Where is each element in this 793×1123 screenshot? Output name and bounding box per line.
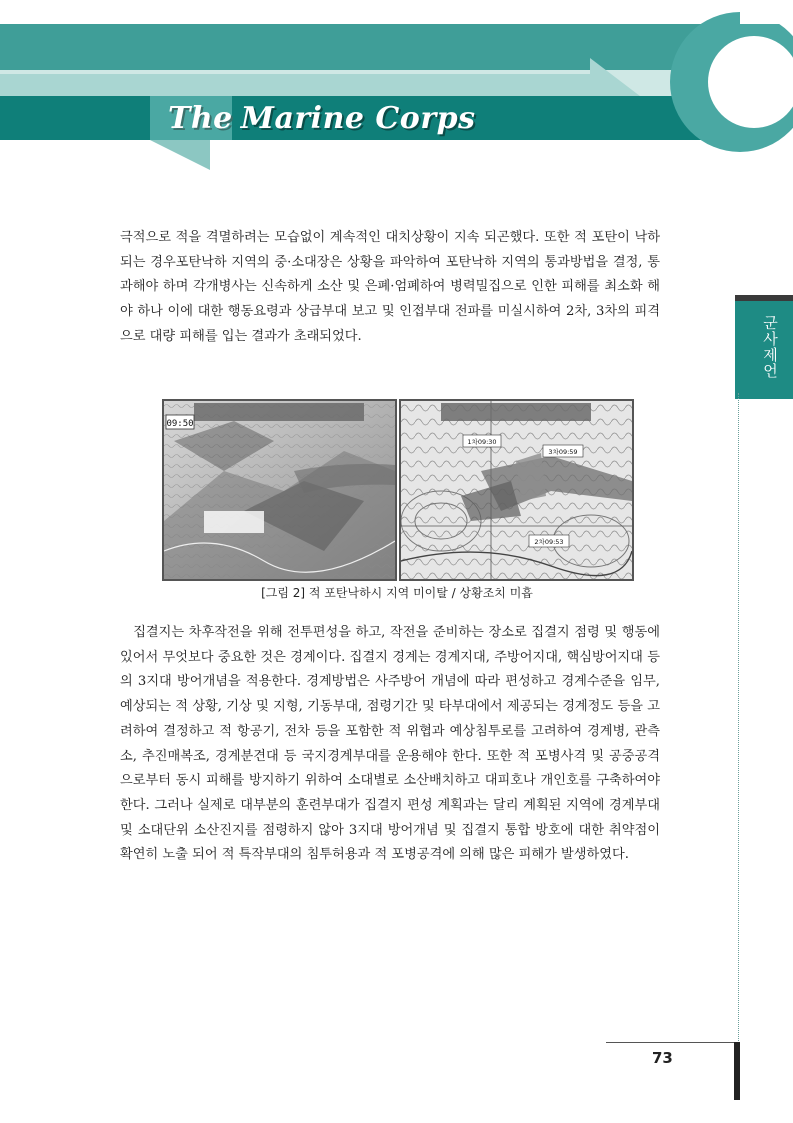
page-number-rule [606,1042,734,1043]
header-title-the: The [168,101,233,136]
left-panel-timestamp: 09:50 [166,419,194,429]
side-section-tab [735,295,793,399]
figure-right-map [399,399,634,581]
body-paragraph-1: 극적으로 적을 격멸하려는 모습없이 계속적인 대치상황이 지속 되곤했다. 또한 적 포탄이 낙하되는 경우포탄낙하 지역의 중·소대장은 상황을 파악하여 포탄낙하 지역의 통과방법을 결정, 통과해야 하며 각개병사는 신속하게 소산 및 은폐·엄폐하여 병력밀집으로 인한 피해를 최소화 해야 하나 이에 대한 행동요령과 상급부대 보고 및 인접부대 전파를 미실시하여 2차, 3차의 피격으로 대량 피해를 입는 결과가 초래되었다. [120,230,660,344]
side-section-label: 군사제언 [761,315,779,379]
side-dotted-line [738,393,739,1043]
header-banner [0,0,793,175]
body-paragraph-2: 집결지는 차후작전을 위해 전투편성을 하고, 작전을 준비하는 장소로 집결지 점령 및 행동에 있어서 무엇보다 중요한 것은 경계이다. 집결지 경계는 경계지대, 주방어지대, 핵심방어지대 등의 3지대 방어개념을 적용한다. 경계방법은 사주방어 개념에 따라 편성하고 경계수준을 임무, 예상되는 적 상황, 기상 및 지형, 기동부대, 점령기간 및 타부대에서 제공되는 경계정도 등을 고려하여 결정하고 적 항공기, 전차 등을 포함한 적 위협과 예상침투로를 고려하여 경계병, 관측소, 추진매복조, 경계분견대 등 국지경계부대를 운용해야 한다. 또한 적 포병사격 및 공중공격으로부터 동시 피해를 방지하기 위하여 소대별로 소산배치하고 대피호나 개인호를 구축하여야 한다. 그러나 실제로 대부분의 훈련부대가 집결지 편성 계획과는 달리 계획된 지역에 경계부대 및 소대단위 소산진지를 점령하지 않아 3지대 방어개념 및 집결지 통합 방호에 대한 취약점이 확연히 노출 되어 적 특작부대의 침투허용과 적 포병공격에 의해 많은 피해가 발생하였다. [120,625,660,863]
right-panel-label-3: 2차09:53 [534,538,564,546]
header-title [168,101,475,136]
header-title-main: Marine Corps [240,101,476,136]
right-panel-label-1: 1차09:30 [467,438,497,446]
figure-left-map [162,399,397,581]
page-number-bar [734,1042,740,1100]
right-panel-label-2: 3차09:59 [548,448,578,456]
page-number: 73 [652,1049,673,1067]
figure-caption: [그림 2] 적 포탄낙하시 지역 미이탈 / 상황조치 미흡 [261,586,533,600]
